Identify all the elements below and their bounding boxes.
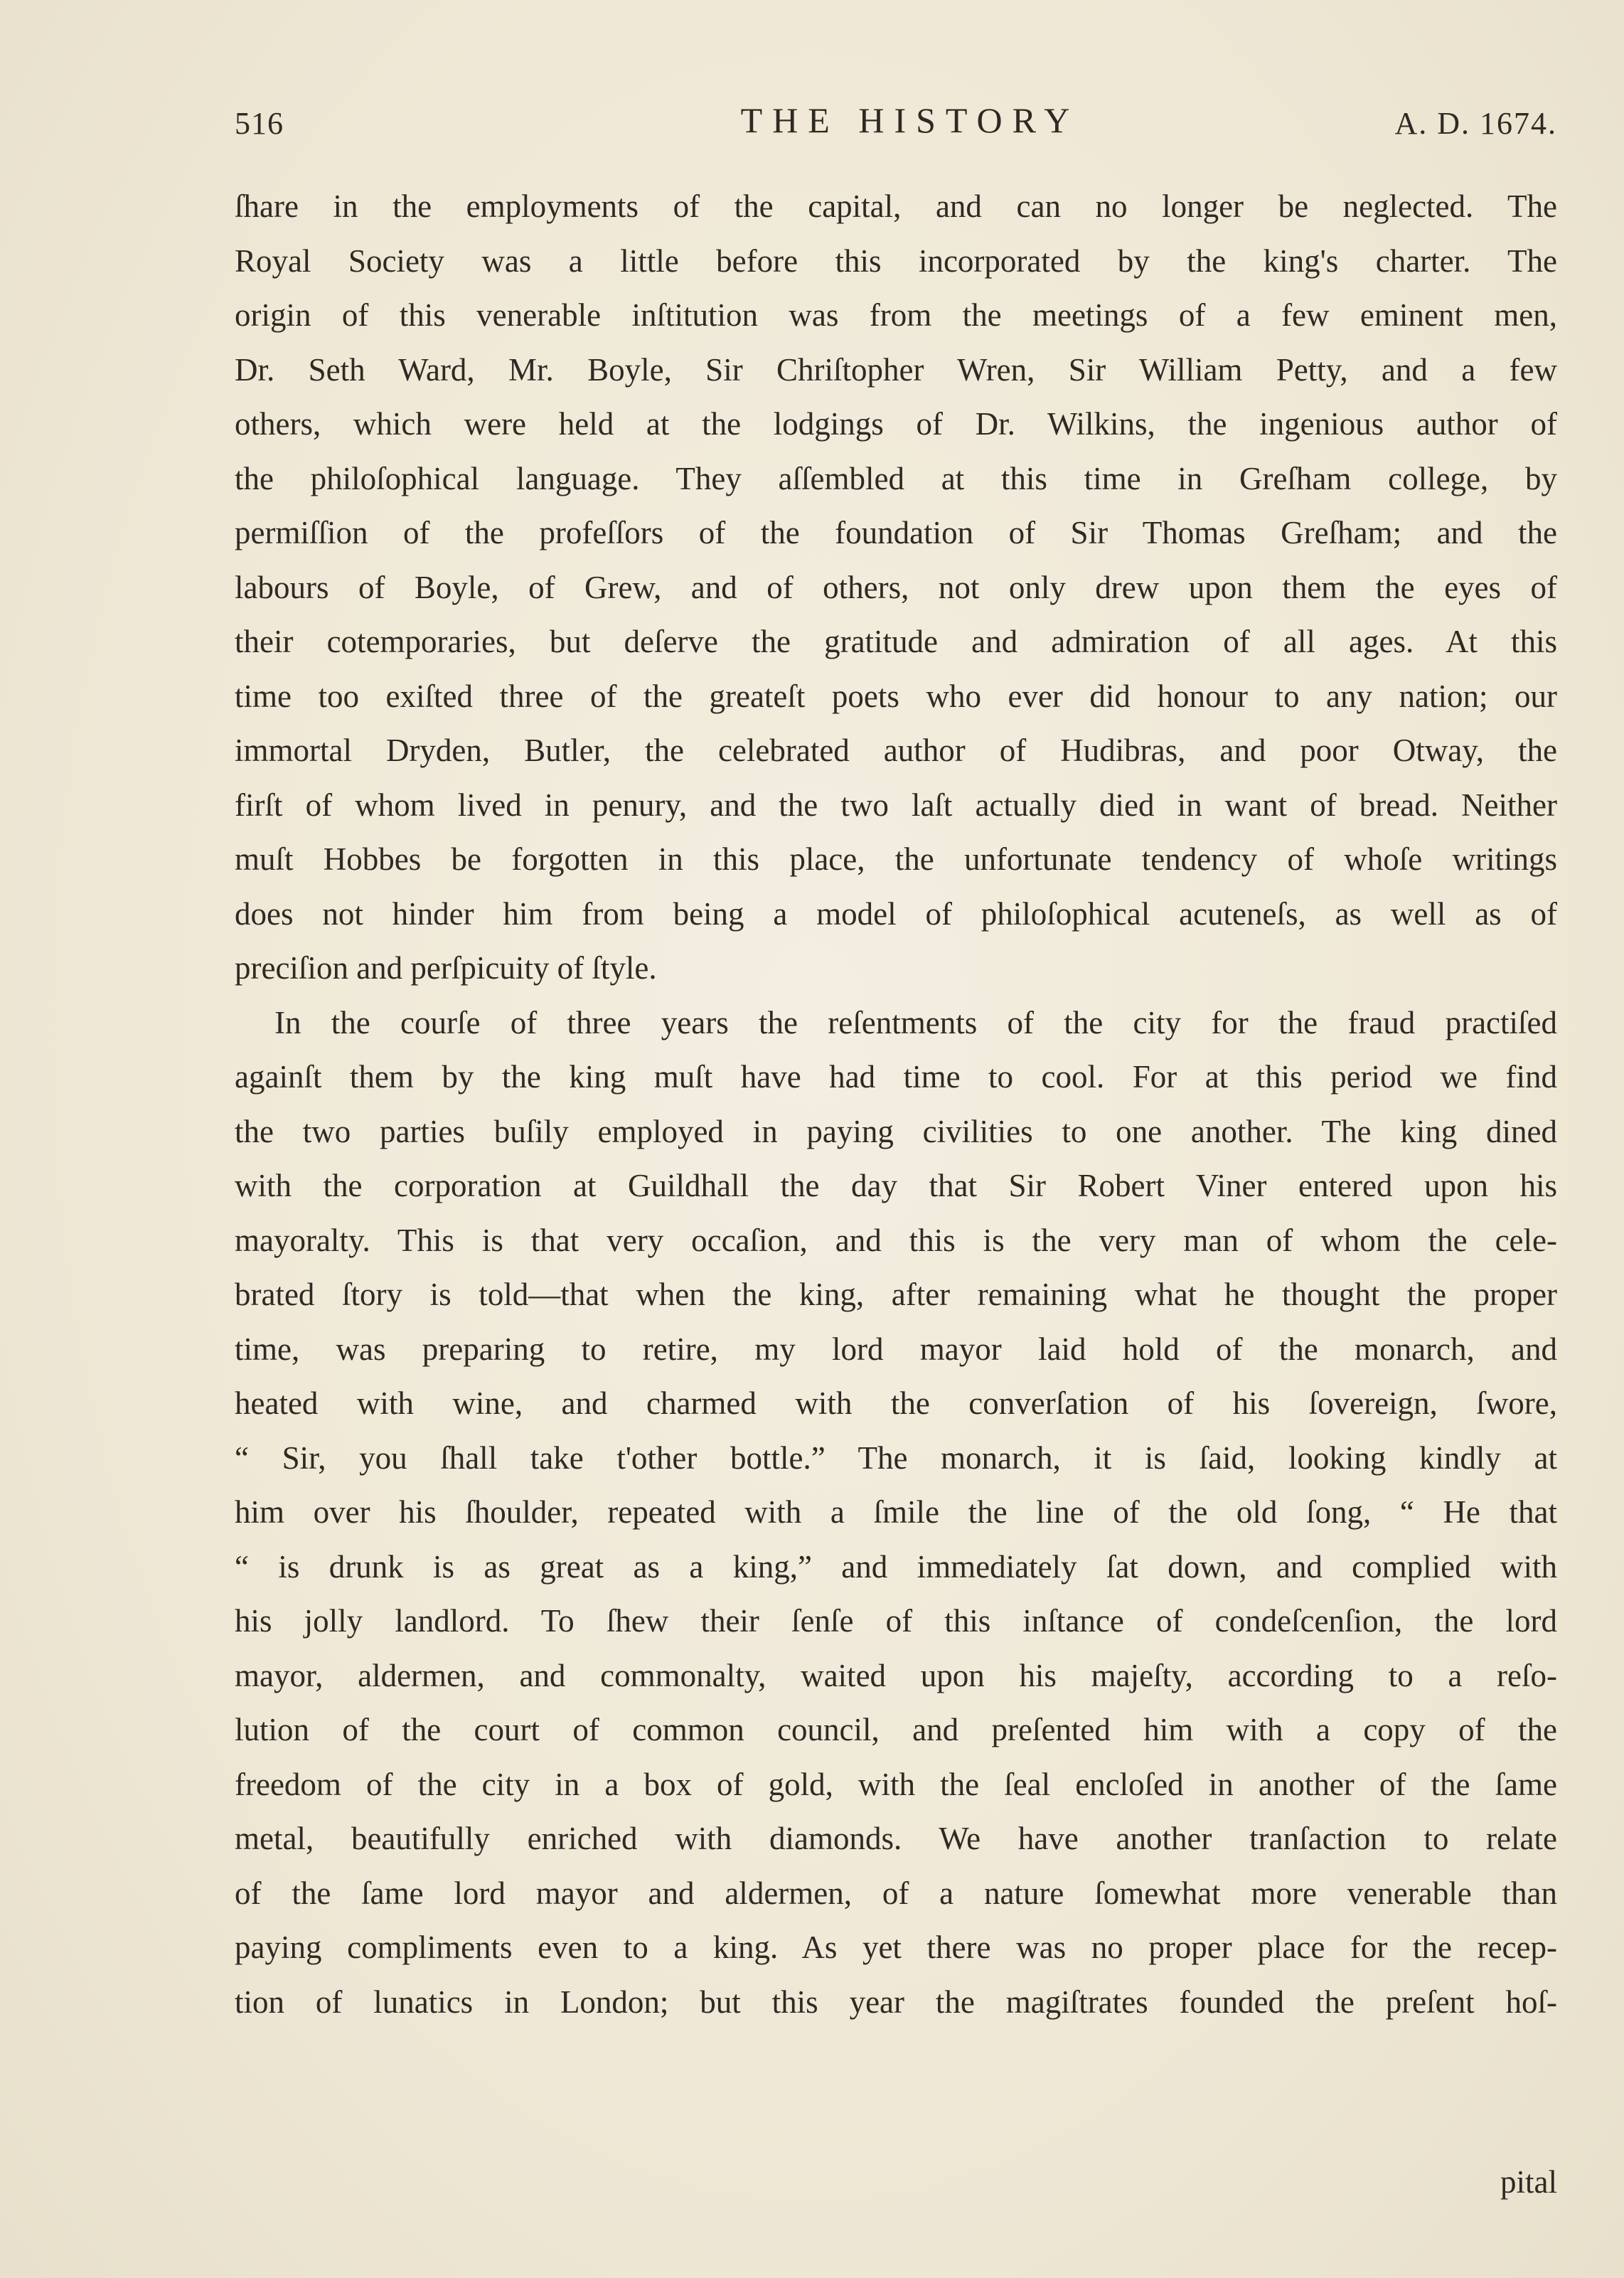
text-line: metal, beautifully enriched with diamonds. We have another tranſaction to relate [235,1821,1557,1856]
text-line: labours of Boyle, of Grew, and of others, not only drew upon them the eyes of [235,569,1557,605]
running-head [235,100,1557,149]
text-line: paying compliments even to a king. As yet there was no proper place for the recep- [235,1930,1557,1965]
text-line: him over his ſhoulder, repeated with a ſmile the line of the old ſong, “ He that [235,1494,1557,1530]
text-line: brated ſtory is told—that when the king, after remaining what he thought the proper [235,1277,1557,1312]
text-line: freedom of the city in a box of gold, with the ſeal encloſed in another of the ſame [235,1766,1557,1802]
text-line: does not hinder him from being a model of philoſophical acuteneſs, as well as of [235,895,1557,932]
text-line: the philoſophical language. They aſſembled at this time in Greſham college, by [235,460,1557,496]
text-line: “ Sir, you ſhall take t'other bottle.” The monarch, it is ſaid, looking kindly at [235,1439,1557,1476]
text-line: their cotemporaries, but deſerve the gratitude and admiration of all ages. At this [235,624,1557,659]
text-line: preciſion and perſpicuity of ſtyle. [235,950,657,986]
text-line: immortal Dryden, Butler, the celebrated author of Hudibras, and poor Otway, the [235,733,1557,768]
text-line: againſt them by the king muſt have had time to cool. For at this period we find [235,1059,1557,1095]
year-heading: A. D. 1674. [1394,106,1557,141]
text-line: time too exiſted three of the greateſt poets who ever did honour to any nation; our [235,678,1557,714]
running-title: THE HISTORY [740,100,1080,140]
text-line: muſt Hobbes be forgotten in this place, the unfortunate tendency of whoſe writings [235,841,1557,877]
text-line: with the corporation at Guildhall the day that Sir Robert Viner entered upon his [235,1168,1557,1203]
text-line: Dr. Seth Ward, Mr. Boyle, Sir Chriſtopher Wren, Sir William Petty, and a few [235,351,1557,388]
text-line: ſhare in the employments of the capital, and can no longer be neglected. The [235,188,1557,224]
text-line: “ is drunk is as great as a king,” and immediately ſat down, and complied with [235,1548,1557,1585]
text-line: lution of the court of common council, and preſented him with a copy of the [235,1712,1557,1747]
text-line: tion of lunatics in London; but this year the magiſtrates founded the preſent hoſ- [235,1984,1557,2020]
text-line: others, which were held at the lodgings of Dr. Wilkins, the ingenious author of [235,406,1557,442]
paragraph-start-line: In the courſe of three years the reſentments of the city for the fraud practiſed [274,1004,1557,1040]
text-line: Royal Society was a little before this incorporated by the king's charter. The [235,243,1557,279]
text-line: time, was preparing to retire, my lord mayor laid hold of the monarch, and [235,1331,1557,1367]
body-text [235,179,1557,2029]
text-line: mayor, aldermen, and commonalty, waited upon his majeſty, according to a reſo- [235,1657,1557,1693]
text-line: permiſſion of the profeſſors of the foundation of Sir Thomas Greſham; and the [235,515,1557,550]
text-line: the two parties buſily employed in paying civilities to one another. The king dined [235,1113,1557,1149]
text-line: heated with wine, and charmed with the converſation of his ſovereign, ſwore, [235,1385,1557,1421]
text-line: firſt of whom lived in penury, and the two laſt actually died in want of bread. Neither [235,787,1557,823]
text-line: of the ſame lord mayor and aldermen, of a nature ſomewhat more venerable than [235,1875,1557,1911]
text-line: his jolly landlord. To ſhew their ſenſe of this inſtance of condeſcenſion, the lord [235,1603,1557,1639]
text-line: mayoralty. This is that very occaſion, and this is the very man of whom the cele- [235,1222,1557,1258]
catchword: pital [1500,2164,1557,2200]
text-line: origin of this venerable inſtitution was from the meetings of a few eminent men, [235,297,1557,333]
page-number: 516 [235,106,284,141]
